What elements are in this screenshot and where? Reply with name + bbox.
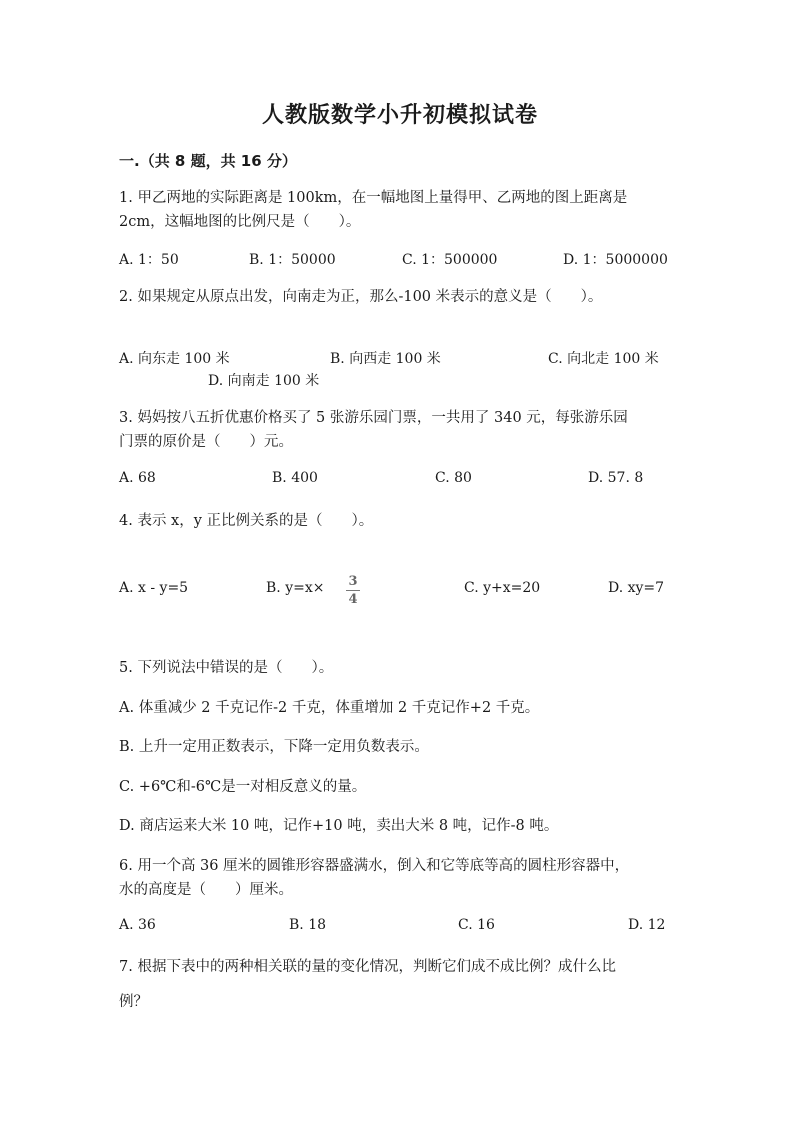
question-4: 4. 表示 x，y 正比例关系的是（ ）。 [119, 513, 374, 529]
q3-option-d: D. 57. 8 [588, 470, 644, 486]
q3-option-b: B. 400 [272, 470, 318, 486]
question-7-line-2: 例？ [119, 994, 148, 1010]
q2-option-d: D. 向南走 100 米 [208, 373, 320, 389]
q2-option-c: C. 向北走 100 米 [548, 351, 659, 367]
q1-option-a: A. 1：50 [119, 252, 179, 268]
q5-option-a: A. 体重减少 2 千克记作-2 千克，体重增加 2 千克记作+2 千克。 [119, 700, 540, 716]
fraction-denominator: 4 [348, 592, 358, 607]
q4-option-d: D. xy=7 [608, 580, 665, 596]
q5-option-c: C. +6℃和-6℃是一对相反意义的量。 [119, 779, 367, 795]
q6-option-a: A. 36 [119, 917, 156, 933]
q5-option-b: B. 上升一定用正数表示，下降一定用负数表示。 [119, 739, 429, 755]
q1-option-d: D. 1：5000000 [563, 252, 668, 268]
q3-option-c: C. 80 [435, 470, 472, 486]
q6-option-d: D. 12 [628, 917, 666, 933]
q2-option-a: A. 向东走 100 米 [119, 351, 230, 367]
q6-option-b: B. 18 [289, 917, 327, 933]
fraction-bar [346, 590, 360, 591]
q1-option-b: B. 1：50000 [249, 252, 336, 268]
question-1-line-2: 2cm，这幅地图的比例尺是（ ）。 [119, 214, 361, 230]
question-3-line-2: 门票的原价是（ ）元。 [119, 434, 293, 450]
q6-option-c: C. 16 [458, 917, 495, 933]
question-2: 2. 如果规定从原点出发，向南走为正，那么-100 米表示的意义是（ ）。 [119, 289, 603, 305]
fraction-three-quarters [346, 574, 360, 607]
question-1-line-1: 1. 甲乙两地的实际距离是 100km，在一幅地图上量得甲、乙两地的图上距离是 [119, 190, 628, 206]
q3-option-a: A. 68 [119, 470, 156, 486]
question-7-line-1: 7. 根据下表中的两种相关联的量的变化情况，判断它们成不成比例？成什么比 [119, 959, 616, 975]
q5-option-d: D. 商店运来大米 10 吨，记作+10 吨，卖出大米 8 吨，记作-8 吨。 [119, 818, 559, 834]
question-6-line-1: 6. 用一个高 36 厘米的圆锥形容器盛满水，倒入和它等底等高的圆柱形容器中， [119, 858, 630, 874]
question-6-line-2: 水的高度是（ ）厘米。 [119, 882, 293, 898]
fraction-numerator: 3 [348, 574, 358, 589]
q4-option-a: A. x - y=5 [119, 580, 189, 596]
question-3-line-1: 3. 妈妈按八五折优惠价格买了 5 张游乐园门票，一共用了 340 元，每张游乐园 [119, 410, 628, 426]
q2-option-b: B. 向西走 100 米 [330, 351, 441, 367]
q1-option-c: C. 1：500000 [402, 252, 498, 268]
section-heading: 一.（共 8 题，共 16 分） [119, 152, 297, 170]
question-5: 5. 下列说法中错误的是（ ）。 [119, 660, 334, 676]
page-title: 人教版数学小升初模拟试卷 [261, 103, 538, 128]
q4-option-b: B. y=x× [266, 580, 325, 596]
q4-option-c: C. y+x=20 [464, 580, 541, 596]
